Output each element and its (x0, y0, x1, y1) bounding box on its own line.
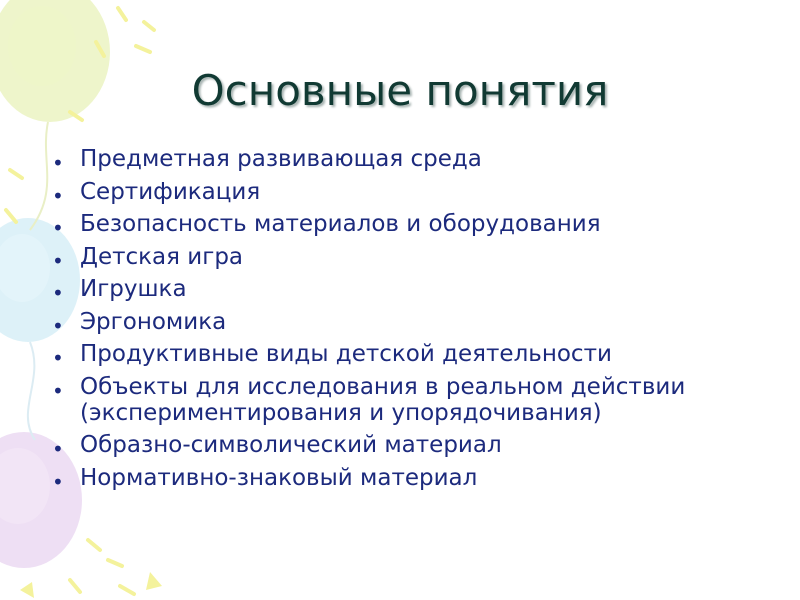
list-item (50, 432, 750, 461)
list-item (50, 374, 750, 426)
list-item (50, 464, 750, 494)
list-item-text: Сертификация (80, 178, 261, 205)
list-item-text: Безопасность материалов и оборудования (80, 211, 601, 237)
list-item-text: Игрушка (80, 276, 187, 302)
list-item (50, 243, 750, 273)
list-item (50, 341, 750, 370)
concept-list (50, 146, 750, 497)
bullet-icon: • (52, 437, 64, 461)
list-item-text: Продуктивные виды детской деятельности (80, 341, 612, 367)
list-item (50, 178, 750, 208)
list-item (50, 146, 750, 175)
bullet-icon: • (52, 346, 64, 370)
bullet-icon: • (52, 216, 64, 240)
bullet-icon: • (52, 313, 64, 338)
list-item-text: Образно-символический материал (80, 432, 502, 458)
list-item (50, 308, 750, 338)
bullet-icon: • (52, 469, 64, 494)
list-item-text: Эргономика (80, 308, 227, 335)
slide-title: Основные понятия (191, 66, 609, 115)
bullet-icon: • (52, 183, 64, 208)
bullet-icon: • (52, 151, 64, 175)
bullet-icon: • (52, 378, 64, 403)
bullet-icon: • (52, 281, 64, 305)
list-item-text: Нормативно-знаковый материал (80, 464, 478, 491)
list-item-text: Детская игра (80, 243, 244, 270)
list-item (50, 211, 750, 240)
list-item-text: Объекты для исследования в реальном действии (экспериментирования и упорядочивания) (80, 373, 686, 426)
list-item-text: Предметная развивающая среда (80, 146, 482, 172)
list-item (50, 276, 750, 305)
bullet-icon: • (52, 248, 64, 273)
